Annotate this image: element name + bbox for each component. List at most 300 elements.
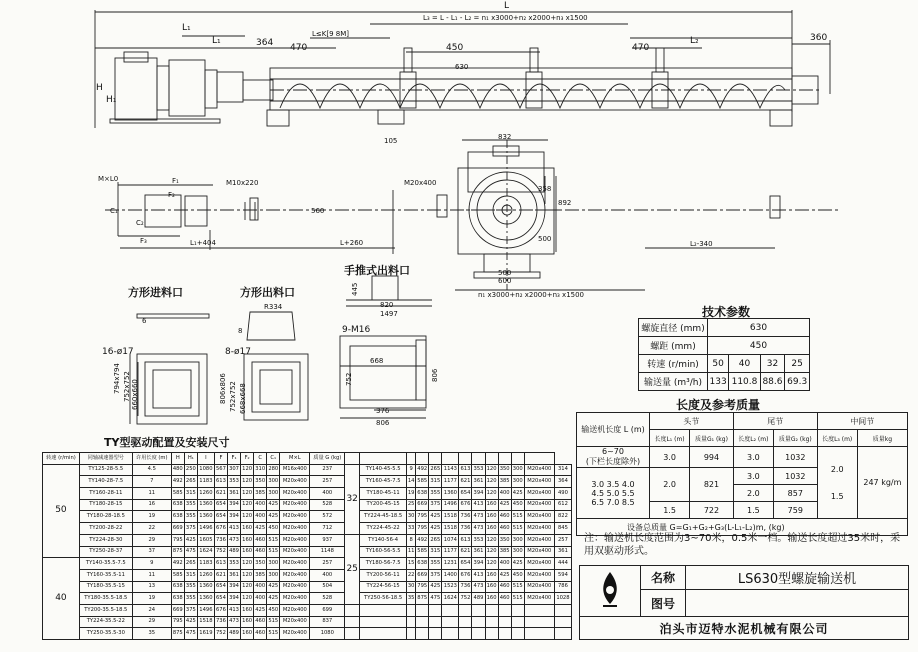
- drive-cell: 394: [472, 488, 485, 500]
- drive-cell: 425: [429, 523, 442, 535]
- drive-header-blank: [345, 453, 360, 465]
- drive-cell: [360, 616, 407, 628]
- drive-cell: 473: [472, 511, 485, 523]
- drive-header-blank: [429, 453, 442, 465]
- drive-cell: [416, 628, 429, 640]
- drive-cell: TY200-35.5-18.5: [79, 604, 132, 616]
- drive-cell: 638: [171, 581, 184, 593]
- drive-cell: 29: [132, 534, 171, 546]
- drive-cell: 425: [498, 569, 511, 581]
- drive-header: H: [171, 453, 184, 465]
- drive-row: [43, 499, 572, 511]
- drive-cell: 160: [485, 593, 498, 605]
- drive-cell: 450: [511, 569, 524, 581]
- drive-cell: TY140-28-7.5: [79, 476, 132, 488]
- drive-header: I: [197, 453, 214, 465]
- drive-cell: [459, 604, 472, 616]
- drive-row: [43, 476, 572, 488]
- drive-cell: 638: [171, 593, 184, 605]
- drive-cell: 795: [171, 534, 184, 546]
- drive-cell: 425: [254, 604, 267, 616]
- drive-cell: 7: [132, 476, 171, 488]
- dim-600: 600: [498, 277, 512, 285]
- drive-header: 转速 (r/min): [43, 453, 80, 465]
- inlet-752: 752x752: [123, 371, 131, 402]
- name-label: 名称: [641, 566, 686, 590]
- drive-cell: [511, 628, 524, 640]
- drive-cell: 567: [214, 464, 227, 476]
- drive-cell: 795: [171, 616, 184, 628]
- title-block: [579, 565, 909, 640]
- drive-cell: 669: [171, 604, 184, 616]
- mid-mass: 247 kg/m: [857, 447, 907, 519]
- drive-cell: 425: [184, 616, 197, 628]
- drive-cell: 638: [171, 499, 184, 511]
- drive-cell: 307: [228, 464, 241, 476]
- dim-500: 500: [538, 235, 552, 243]
- drive-cell: 160: [485, 511, 498, 523]
- drive-cell: TY200-45-15: [360, 499, 407, 511]
- drive-cell: 460: [498, 523, 511, 535]
- drive-header: 同轴减速器型号: [79, 453, 132, 465]
- drive-cell: 9: [132, 558, 171, 570]
- drive-cell: 120: [241, 511, 254, 523]
- drive-cell: 1360: [197, 499, 214, 511]
- drive-cell: 473: [472, 581, 485, 593]
- cell: 759: [773, 502, 817, 519]
- drive-cell: 736: [459, 581, 472, 593]
- drive-cell: 394: [228, 581, 241, 593]
- drive-cell: 385: [254, 488, 267, 500]
- drive-cell: 30: [407, 511, 416, 523]
- drive-row: [43, 511, 572, 523]
- drawing-no-label: 图号: [641, 590, 686, 617]
- drive-cell: 355: [184, 499, 197, 511]
- drive-cell: 160: [241, 628, 254, 640]
- drive-row: [43, 488, 572, 500]
- drive-cell: 353: [228, 558, 241, 570]
- drive-row: [43, 581, 572, 593]
- drive-cell: 444: [554, 558, 571, 570]
- drive-cell: 1183: [197, 558, 214, 570]
- dim-f2: F₂: [168, 191, 175, 199]
- drive-cell: TY180-45-11: [360, 488, 407, 500]
- drive-cell: [511, 616, 524, 628]
- end-view: [455, 140, 645, 290]
- drive-cell: [524, 628, 554, 640]
- drive-row: [43, 628, 572, 640]
- drive-cell: 16: [132, 499, 171, 511]
- drive-cell: 310: [254, 464, 267, 476]
- drive-cell: 585: [171, 569, 184, 581]
- drive-cell: [485, 604, 498, 616]
- drive-cell: 669: [171, 523, 184, 535]
- drive-cell: 1360: [442, 488, 459, 500]
- drive-cell: 475: [184, 628, 197, 640]
- drive-cell: 1148: [310, 546, 345, 558]
- drive-cell: 314: [554, 464, 571, 476]
- mid-len-a: 2.0: [830, 464, 844, 474]
- drive-cell: 937: [310, 534, 345, 546]
- drive-speed: 50: [43, 464, 80, 558]
- tech-value: 69.3: [785, 373, 810, 391]
- drive-cell: 1496: [442, 499, 459, 511]
- drive-cell: 613: [214, 476, 227, 488]
- drive-cell: [345, 628, 360, 640]
- drive-cell: 257: [310, 476, 345, 488]
- drive-speed: 25: [345, 534, 360, 604]
- drive-cell: 19: [407, 488, 416, 500]
- drive-cell: 613: [214, 558, 227, 570]
- drive-header-blank: [511, 453, 524, 465]
- drive-cell: 315: [429, 546, 442, 558]
- drive-cell: 400: [498, 488, 511, 500]
- manual-806-b: 806: [376, 419, 390, 427]
- drive-cell: 1177: [442, 546, 459, 558]
- drive-cell: 353: [472, 464, 485, 476]
- drive-cell: M20x400: [280, 569, 310, 581]
- company-logo: [580, 566, 641, 617]
- drive-cell: 394: [228, 593, 241, 605]
- drive-cell: 1260: [197, 488, 214, 500]
- drive-cell: 394: [228, 511, 241, 523]
- drive-cell: [345, 616, 360, 628]
- drive-cell: M20x400: [524, 546, 554, 558]
- drive-cell: TY250-56-18.5: [360, 593, 407, 605]
- drive-cell: 654: [214, 593, 227, 605]
- drive-cell: 385: [498, 476, 511, 488]
- drive-cell: 752: [459, 593, 472, 605]
- drive-row: [43, 464, 572, 476]
- drive-cell: 160: [241, 604, 254, 616]
- drive-cell: [554, 628, 571, 640]
- drive-cell: 875: [171, 546, 184, 558]
- drive-cell: 1400: [442, 569, 459, 581]
- drive-cell: [485, 616, 498, 628]
- drive-cell: [360, 628, 407, 640]
- drive-cell: 676: [459, 569, 472, 581]
- drive-cell: 492: [171, 476, 184, 488]
- drive-cell: 1619: [197, 628, 214, 640]
- drive-cell: 638: [416, 488, 429, 500]
- drive-cell: 4.5: [132, 464, 171, 476]
- drive-cell: 736: [459, 511, 472, 523]
- drive-cell: [511, 604, 524, 616]
- drive-cell: 594: [554, 569, 571, 581]
- drive-cell: 795: [416, 511, 429, 523]
- inlet-holes: 16-ø17: [102, 347, 134, 357]
- drive-cell: 875: [171, 628, 184, 640]
- drive-cell: 300: [511, 534, 524, 546]
- drive-cell: 237: [310, 464, 345, 476]
- drive-header: C₁: [267, 453, 280, 465]
- tech-value: 40: [729, 355, 760, 373]
- drive-cell: [498, 604, 511, 616]
- tech-label: 输送量 (m³/h): [639, 373, 708, 391]
- drive-cell: 120: [241, 581, 254, 593]
- tech-value: 88.6: [760, 373, 785, 391]
- drive-cell: 120: [241, 464, 254, 476]
- dim-500-b: 500: [498, 269, 512, 277]
- drive-cell: 1360: [197, 581, 214, 593]
- inlet-660: 660x660: [131, 379, 139, 410]
- span-formula: L₃ = L - L₁ - L₂ = n₁ x3000+n₂ x2000+n₃ x1500: [423, 14, 588, 22]
- drive-cell: 736: [214, 616, 227, 628]
- drive-cell: 120: [241, 569, 254, 581]
- drive-cell: 413: [472, 499, 485, 511]
- drive-header-blank: [524, 453, 554, 465]
- length-table: [576, 412, 908, 536]
- drive-cell: 353: [472, 534, 485, 546]
- drive-cell: 160: [241, 546, 254, 558]
- drive-header-blank: [442, 453, 459, 465]
- cell: 857: [773, 485, 817, 502]
- drive-cell: M20x400: [524, 581, 554, 593]
- drive-cell: 460: [498, 581, 511, 593]
- outlet-752: 752x752: [229, 381, 237, 412]
- manual-376: 376: [376, 407, 390, 415]
- drive-cell: 37: [132, 546, 171, 558]
- drive-cell: 35: [132, 628, 171, 640]
- drive-cell: 364: [554, 476, 571, 488]
- drive-cell: M20x400: [524, 464, 554, 476]
- drive-cell: 621: [214, 488, 227, 500]
- drive-cell: 355: [184, 593, 197, 605]
- drive-row: [43, 558, 572, 570]
- drive-cell: 11: [132, 569, 171, 581]
- dim-L1: L₁: [182, 23, 191, 33]
- drive-row: [43, 569, 572, 581]
- dim-470-b: 470: [632, 43, 650, 53]
- bottom-formula: n₁ x3000+n₂ x2000+n₃ x1500: [478, 291, 585, 299]
- drive-cell: M20x400: [280, 558, 310, 570]
- drive-cell: 1518: [197, 616, 214, 628]
- drive-cell: 394: [472, 558, 485, 570]
- drive-cell: TY224-28-30: [79, 534, 132, 546]
- drive-cell: 1496: [197, 604, 214, 616]
- cell: 994: [690, 447, 734, 468]
- drive-cell: 845: [554, 523, 571, 535]
- dim-358: 358: [538, 185, 552, 193]
- drive-row: [43, 534, 572, 546]
- drive-cell: [407, 628, 416, 640]
- drive-cell: 265: [429, 464, 442, 476]
- tech-label: 螺距 (mm): [639, 337, 708, 355]
- drive-cell: 572: [310, 511, 345, 523]
- drive-cell: TY160-56-5.5: [360, 546, 407, 558]
- drive-cell: 654: [214, 499, 227, 511]
- drive-cell: 489: [472, 593, 485, 605]
- drive-cell: 425: [429, 511, 442, 523]
- drive-cell: M20x400: [280, 604, 310, 616]
- drive-cell: TY224-35.5-22: [79, 616, 132, 628]
- length-range: 6~70: [602, 447, 624, 456]
- drive-cell: 875: [416, 593, 429, 605]
- len-row: 6.5 7.0 8.5: [591, 497, 635, 507]
- drive-cell: [416, 616, 429, 628]
- drive-cell: 394: [228, 499, 241, 511]
- drive-cell: 515: [267, 616, 280, 628]
- drive-cell: 353: [228, 476, 241, 488]
- manual-title: 手推式出料口: [344, 264, 410, 277]
- drive-cell: 786: [554, 581, 571, 593]
- drive-cell: 400: [254, 593, 267, 605]
- drive-cell: 120: [485, 534, 498, 546]
- drive-cell: 14: [407, 476, 416, 488]
- drive-cell: 654: [214, 511, 227, 523]
- drive-cell: 492: [171, 558, 184, 570]
- drive-cell: TY224-56-15: [360, 581, 407, 593]
- drive-cell: M20x400: [524, 523, 554, 535]
- drive-cell: 400: [310, 569, 345, 581]
- drive-cell: 1496: [197, 523, 214, 535]
- length-title: 长度及参考质量: [676, 398, 761, 412]
- drive-cell: 473: [228, 616, 241, 628]
- tech-value: 133: [708, 373, 729, 391]
- dim-105: 105: [384, 137, 398, 145]
- drive-cell: 300: [267, 569, 280, 581]
- drive-cell: 669: [416, 569, 429, 581]
- drive-cell: TY125-28-5.5: [79, 464, 132, 476]
- sub-header: 质量G₂ (kg): [773, 430, 817, 447]
- drive-cell: TY140-56-4: [360, 534, 407, 546]
- outlet-806: 806x806: [219, 373, 227, 404]
- drive-cell: 1177: [442, 476, 459, 488]
- drive-cell: [345, 604, 360, 616]
- drive-cell: 400: [254, 511, 267, 523]
- drive-cell: 450: [511, 499, 524, 511]
- drive-cell: 425: [267, 511, 280, 523]
- drive-cell: 120: [485, 476, 498, 488]
- drive-cell: M20x400: [524, 511, 554, 523]
- drive-cell: 120: [241, 558, 254, 570]
- drive-cell: 504: [310, 581, 345, 593]
- cell: 2.0: [733, 485, 773, 502]
- drive-cell: 22: [132, 523, 171, 535]
- drive-header: M×L: [280, 453, 310, 465]
- cell: 3.0: [733, 447, 773, 468]
- drive-cell: 1624: [442, 593, 459, 605]
- drive-cell: 120: [241, 593, 254, 605]
- drive-cell: 265: [184, 558, 197, 570]
- drive-cell: 676: [214, 604, 227, 616]
- drive-cell: 1260: [197, 569, 214, 581]
- drive-header-blank: [472, 453, 485, 465]
- drive-cell: 1624: [197, 546, 214, 558]
- drive-cell: 654: [459, 488, 472, 500]
- drive-cell: 265: [184, 476, 197, 488]
- drive-cell: 490: [554, 488, 571, 500]
- drive-cell: M20x400: [280, 546, 310, 558]
- drive-cell: [554, 604, 571, 616]
- drive-cell: 19: [132, 593, 171, 605]
- dim-470-a: 470: [290, 43, 308, 53]
- drive-cell: 355: [429, 558, 442, 570]
- drive-cell: 15: [407, 558, 416, 570]
- drive-cell: 1518: [442, 511, 459, 523]
- drive-cell: 160: [485, 499, 498, 511]
- drive-header-blank: [485, 453, 498, 465]
- drive-cell: [472, 628, 485, 640]
- drive-cell: 361: [228, 488, 241, 500]
- drive-cell: 361: [228, 569, 241, 581]
- dim-mxl0: M×L0: [98, 175, 119, 183]
- drive-cell: 528: [310, 593, 345, 605]
- drive-cell: TY250-35.5-30: [79, 628, 132, 640]
- drive-cell: 460: [498, 511, 511, 523]
- drive-cell: TY250-28-37: [79, 546, 132, 558]
- tech-value: 630: [708, 319, 810, 337]
- drive-cell: 492: [416, 534, 429, 546]
- drive-cell: 120: [241, 476, 254, 488]
- len-row: 3.0 3.5 4.0: [591, 479, 635, 489]
- tail-section-header: 尾节: [733, 413, 817, 430]
- note: 注：输送机长度范围为3~70米，0.5米一档。输送长度超过35米时，采用双驱动形式。: [584, 533, 901, 557]
- dim-560: 560: [311, 207, 325, 215]
- drive-cell: 1605: [197, 534, 214, 546]
- mid-section-header: 中间节: [817, 413, 907, 430]
- drive-cell: 33: [407, 523, 416, 535]
- drive-cell: 475: [429, 593, 442, 605]
- drive-cell: 638: [416, 558, 429, 570]
- drive-cell: 1231: [442, 558, 459, 570]
- cell: 3.0: [733, 468, 773, 485]
- head-section-header: 头节: [650, 413, 734, 430]
- drive-cell: 9: [407, 464, 416, 476]
- drive-cell: 413: [228, 604, 241, 616]
- drive-cell: M20x400: [280, 534, 310, 546]
- drive-cell: 350: [498, 534, 511, 546]
- drive-cell: 375: [429, 499, 442, 511]
- drive-header: F: [214, 453, 227, 465]
- drive-cell: 621: [459, 476, 472, 488]
- drive-cell: 1028: [554, 593, 571, 605]
- drive-cell: TY160-35.5-11: [79, 569, 132, 581]
- drive-cell: M20x400: [280, 499, 310, 511]
- drive-cell: 120: [241, 499, 254, 511]
- drive-cell: 11: [132, 488, 171, 500]
- drive-cell: M20x400: [524, 558, 554, 570]
- drive-cell: M20x400: [280, 488, 310, 500]
- drive-cell: 621: [459, 546, 472, 558]
- drive-cell: 712: [310, 523, 345, 535]
- drive-cell: 585: [416, 476, 429, 488]
- cell: 1.5: [733, 502, 773, 519]
- drive-cell: 460: [254, 546, 267, 558]
- tech-value: 32: [760, 355, 785, 373]
- tech-table: [638, 318, 810, 391]
- tech-title: 技术参数: [702, 305, 751, 319]
- dim-450: 450: [446, 43, 464, 53]
- drive-cell: [459, 628, 472, 640]
- drive-cell: 489: [228, 628, 241, 640]
- dim-m20: M20x400: [404, 179, 437, 187]
- drive-cell: 35: [407, 593, 416, 605]
- drive-cell: 654: [459, 558, 472, 570]
- drive-cell: 425: [429, 581, 442, 593]
- drive-cell: 1143: [442, 464, 459, 476]
- dim-H: H: [96, 83, 103, 93]
- drive-cell: [498, 628, 511, 640]
- name-value: LS630型螺旋输送机: [686, 566, 909, 590]
- drive-cell: 8: [407, 534, 416, 546]
- manual-445: 445: [351, 282, 359, 296]
- dim-l1-404: L₁+404: [190, 239, 216, 247]
- drive-cell: 473: [228, 534, 241, 546]
- tech-label: 螺旋直径 (mm): [639, 319, 708, 337]
- mid-lengths: [817, 447, 857, 519]
- drive-cell: 460: [498, 593, 511, 605]
